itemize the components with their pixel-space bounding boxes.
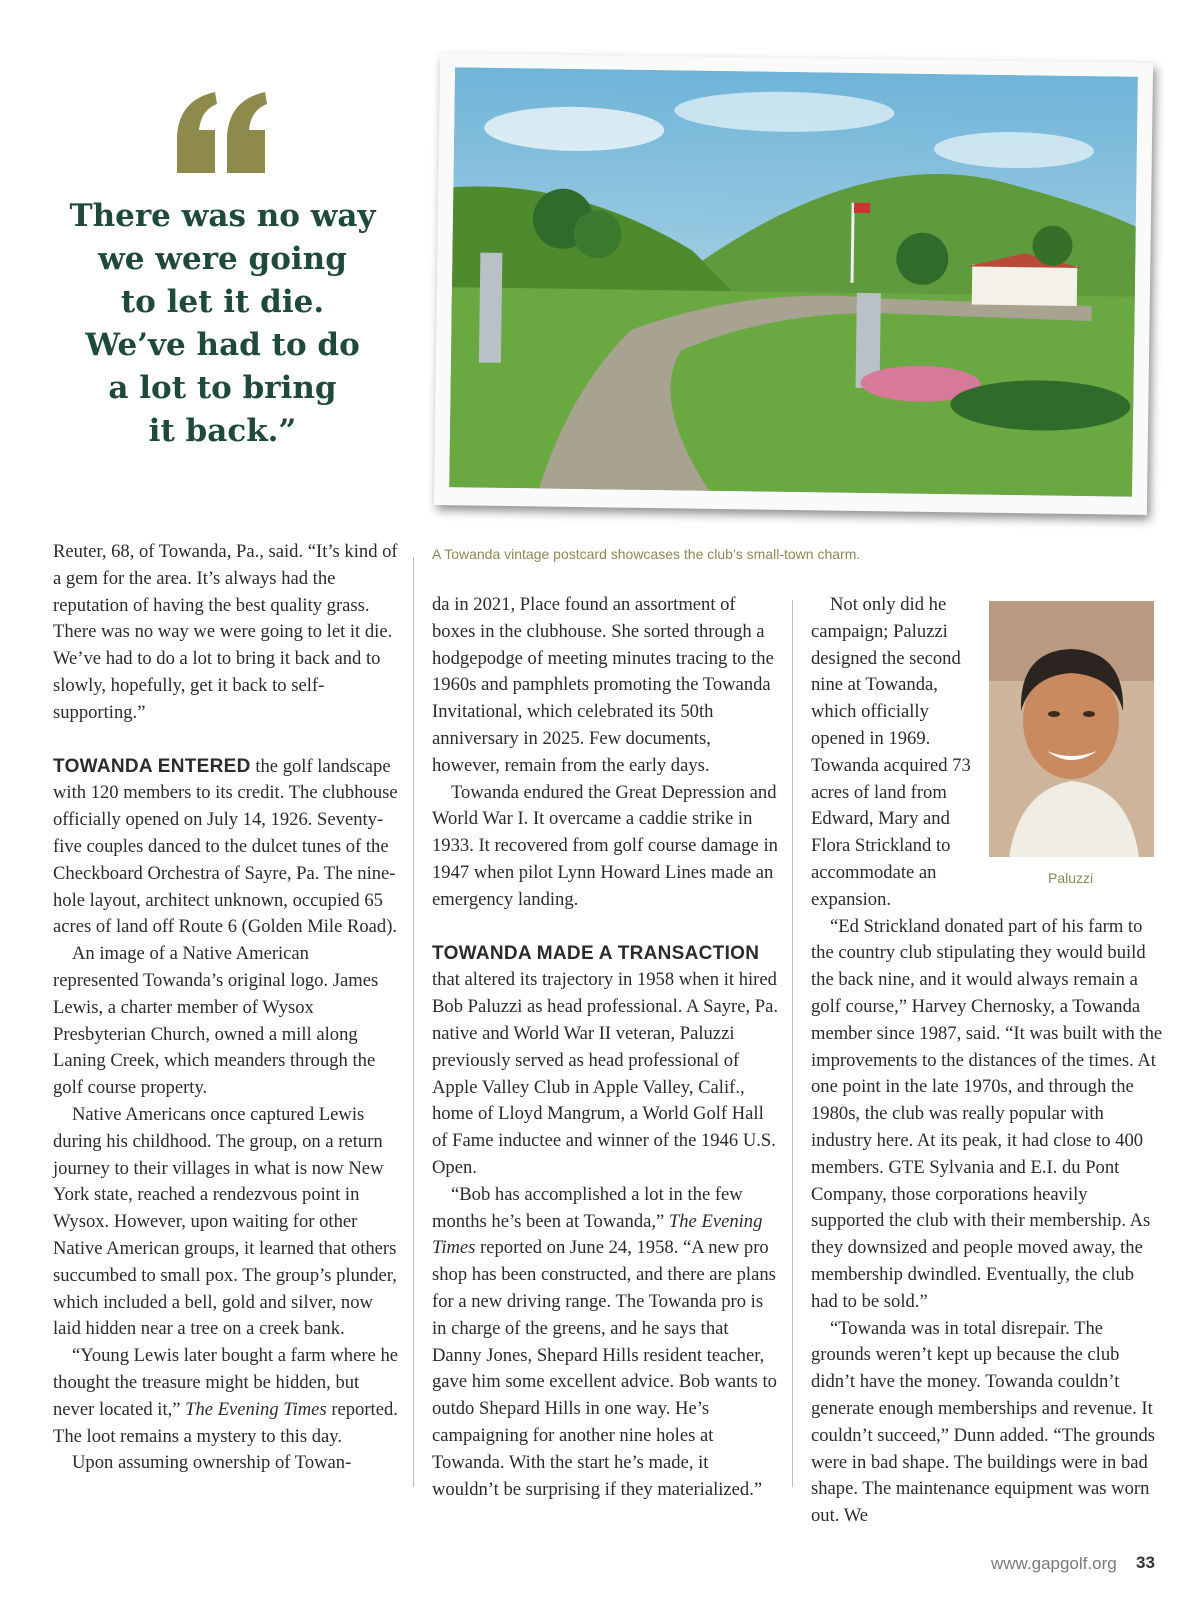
paragraph: “Towanda was in total disrepair. The grounds weren’t kept up because the club didn’t have the money. Towanda couldn’t generate enough memberships and revenue. It couldn’t succeed,” Dunn added. “The grounds were in bad shape. The buildings were in bad shape. The maintenance equipment was worn out. We <box>811 1317 1156 1527</box>
page-number: 33 <box>1136 1553 1155 1572</box>
postcard-illustration <box>449 67 1138 496</box>
paragraph: “Ed Strickland donated part of his farm to the country club stipulating they would build the back nine, and it would always remain a golf course,” Harvey Chernosky, a Towanda member since 1987, said. “It was built with the improvements to the distances of the times. At one point in the late 1970s, and through the 1980s, the club was really popular with industry here. At its peak, it had close to 400 members. GTE Sylvania and E.I. du Pont Company, those corporations heavily supported the club with their membership. As they downsized and people moved away, the membership dwindled. Eventually, the club had to be sold.” <box>811 915 1163 1312</box>
publication-title: The Evening Times <box>432 1210 763 1259</box>
paragraph: An image of a Native American represented Towanda’s original logo. James Lewis, a charter member of Wysox Presbyterian Church, owned a mill along Laning Creek, which meanders through the golf course property. <box>53 943 379 1099</box>
pull-quote-line: it back.” <box>148 413 297 449</box>
website-url: www.gapgolf.org <box>991 1554 1117 1573</box>
paragraph <box>811 592 1163 914</box>
publication-title: The Evening Times <box>185 1398 327 1420</box>
section-heading: TOWANDA ENTERED <box>53 755 251 777</box>
column-divider <box>413 557 414 1487</box>
pull-quote-line: We’ve had to do <box>85 327 360 363</box>
pull-quote <box>40 195 405 453</box>
paragraph: da in 2021, Place found an assortment of boxes in the clubhouse. She sorted through a hodgepodge of meeting minutes tracing to the 1960s and pamphlets promoting the Towanda Invitational, which celebrated its 50th anniversary in 2025. Few documents, however, remain from the early days. <box>432 594 774 776</box>
paragraph-text: the golf landscape with 120 members to its credit. The clubhouse officially opened on July 14, 1926. Seventy-five couples danced to the dulcet tunes of the Checkboard Orchestra of Sayre, Pa. The nine-hole layout, architect unknown, occupied 65 acres of land off Route 6 (Golden Mile Road). <box>53 755 398 938</box>
postcard-caption: A Towanda vintage postcard showcases the club’s small-town charm. <box>432 546 861 562</box>
photo-float-spacer <box>975 584 1163 860</box>
paragraph <box>432 1182 779 1504</box>
paragraph-text: reported. The loot remains a mystery to this day. <box>53 1398 398 1447</box>
pull-quote-line: a lot to bring <box>108 370 337 406</box>
paragraph: Reuter, 68, of Towanda, Pa., said. “It’s kind of a gem for the area. It’s always had the reputation of having the best quality grass. There was no way we were going to let it die. We’ve had to do a lot to bring it back and to slowly, hopefully, get it back to self-supporting.” <box>53 541 398 723</box>
pull-quote-line: we were going <box>98 241 347 277</box>
paragraph-text: “Bob has accomplished a lot in the few months he’s been at Towanda,” <box>432 1183 743 1232</box>
article-column-3 <box>811 592 1163 1530</box>
section-heading: TOWANDA MADE A TRANSACTION <box>432 942 760 964</box>
article-column-2 <box>432 592 779 1503</box>
paragraph-text: “Young Lewis later bought a farm where he thought the treasure might be hidden, but never located it,” <box>53 1345 398 1420</box>
quote-mark-icon <box>177 88 267 188</box>
vintage-postcard-photo <box>434 53 1153 515</box>
column-divider <box>792 600 793 1487</box>
paragraph <box>53 754 399 942</box>
pull-quote-line: to let it die. <box>120 284 325 320</box>
paragraph: Native Americans once captured Lewis during his childhood. The group, on a return journey to their villages in what is now New York state, reached a rendezvous point in Wysox. However, upon waiting for other Native American groups, it learned that others succumbed to small pox. The group’s plunder, which included a bell, gold and silver, now laid hidden near a tree on a creek bank. <box>53 1103 397 1340</box>
paragraph <box>432 941 779 1182</box>
pull-quote-line: There was no way <box>69 198 376 234</box>
paragraph: Upon assuming ownership of Towan- <box>72 1452 352 1474</box>
paragraph-text: Not only did he campaign; Paluzzi designed the second nine at Towanda, which officially opened in 1969. Towanda acquired 73 acres of land from Edward, Mary and Flora Strickland to accommodate an expansion. <box>811 594 971 910</box>
paragraph-text: reported on June 24, 1958. “A new pro shop has been constructed, and there are plans for a new driving range. The Towanda pro is in charge of the greens, and he says that Danny Jones, Shepard Hills resident teacher, gave him some excellent advice. Bob wants to outdo Shepard Hills in one way. He’s campaigning for another nine holes at Towanda. With the start he’s made, it wouldn’t be surprising if they materialized.” <box>432 1237 777 1500</box>
paragraph-text: that altered its trajectory in 1958 when it hired Bob Paluzzi as head professional. A Sayre, Pa. native and World War II veteran, Paluzzi previously served as head professional of Apple Valley Club in Apple Valley, Calif., home of Lloyd Mangrum, a World Golf Hall of Fame inductee and winner of the 1946 U.S. Open. <box>432 969 778 1178</box>
paragraph <box>53 1343 399 1450</box>
paragraph: Towanda endured the Great Depression and World War I. It overcame a caddie strike in 1933. It recovered from golf course damage in 1947 when pilot Lynn Howard Lines made an emergency landing. <box>432 781 778 910</box>
portrait-caption: Paluzzi <box>1048 870 1094 886</box>
article-column-1 <box>53 539 399 1477</box>
